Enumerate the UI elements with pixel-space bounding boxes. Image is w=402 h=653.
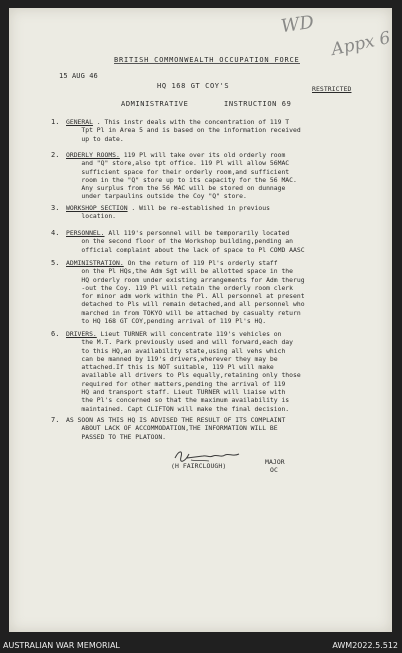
paragraph-number: 1.	[51, 118, 60, 126]
image-caption-bar	[0, 640, 402, 653]
paragraph-text: 119 Pl will take over its old orderly room and "Q" store,also tpt office. 119 Pl will allow 56MAC sufficient space for their orderly room,and sufficient room in the "Q" store up to its capacity for the 56 MAC. Any surplus from the 56 MAC will be stored on dunnage under tarpaulins outside the Coy "Q" store.	[81, 151, 297, 201]
paragraph-heading: PERSONNEL.	[66, 229, 105, 237]
paragraph-text: . Will be re-established in previous location.	[81, 204, 270, 221]
document-type: ADMINISTRATIVE	[121, 100, 189, 108]
handwritten-note-appendix: Appx 6	[329, 27, 393, 61]
paragraph-number: 3.	[51, 204, 60, 212]
paragraph-text: AS SOON AS THIS HQ IS ADVISED THE RESULT OF ITS COMPLAINT ABOUT LACK OF ACCOMMODATION,THE INFORMATION WILL BE PASSED TO THE PLATOON.	[66, 416, 286, 441]
paragraph-heading: ORDERLY ROOMS.	[66, 151, 120, 159]
paragraph-heading: DRIVERS.	[66, 330, 97, 338]
document-date: 15 AUG 46	[59, 72, 98, 80]
instruction-number: INSTRUCTION 69	[224, 100, 292, 108]
paragraph-number: 7.	[51, 416, 60, 424]
paragraph-text: Lieut TURNER will concentrate 119's vehicles on the M.T. Park previously used and will forward,each day to this HQ,an availability state,using all vehs which can be manned by 119's drivers,wherever they may be attached.If this is NOT suitable, 119 Pl will make available all drivers to Pls equally,retaining only those required for other matters,pending the arrival of 119 HQ and transport staff. Lieut TURNER will liaise with the Pl's concerned so that the maximum availability is maintained. Capt CLIFTON will make the final decision.	[81, 330, 301, 413]
catalogue-number: AWM2022.5.512	[332, 641, 398, 650]
signatory-rank: MAJOR	[265, 458, 285, 466]
organization-title: BRITISH COMMONWEALTH OCCUPATION FORCE	[114, 56, 300, 64]
classification-stamp: RESTRICTED	[312, 85, 352, 93]
paragraph-number: 2.	[51, 151, 60, 159]
document-page	[9, 8, 392, 632]
paragraph-text: . This instr deals with the concentration of 119 T Tpt Pl in Area 5 and is based on the information received up to date.	[81, 118, 301, 143]
paragraph-number: 6.	[51, 330, 60, 338]
paragraph-heading: WORKSHOP SECTION	[66, 204, 128, 212]
paragraph-text: All 119's personnel will be temporarily located on the second floor of the Workshop building,pending an official complaint about the lack of space to Pl COMD AASC	[81, 229, 305, 254]
paragraph-number: 4.	[51, 229, 60, 237]
institution-label: AUSTRALIAN WAR MEMORIAL	[3, 641, 120, 650]
headquarters-line: HQ 168 GT COY'S	[157, 82, 230, 90]
paragraph-number: 5.	[51, 259, 60, 267]
paragraph-heading: ADMINISTRATION.	[66, 259, 124, 267]
handwritten-note-wd: WD	[279, 11, 316, 38]
signatory-role: OC	[270, 466, 278, 474]
paragraph-text: On the return of 119 Pl's orderly staff on the Pl HQs,the Adm Sgt will be allotted space in the HQ orderly room under existing arrangements for Adm therug -out the Coy. 119 Pl will retain the orderly room clerk for minor adm work within the Pl. All personnel at present detached to Pls will remain detached,and all personnel who marched in from TOKYO will be attached by casualty return to HQ 168 GT COY,pending arrival of 119 Pl's HQ.	[81, 259, 305, 326]
paragraph-heading: GENERAL	[66, 118, 93, 126]
signatory-name: (H FAIRCLOUGH)	[171, 462, 227, 470]
